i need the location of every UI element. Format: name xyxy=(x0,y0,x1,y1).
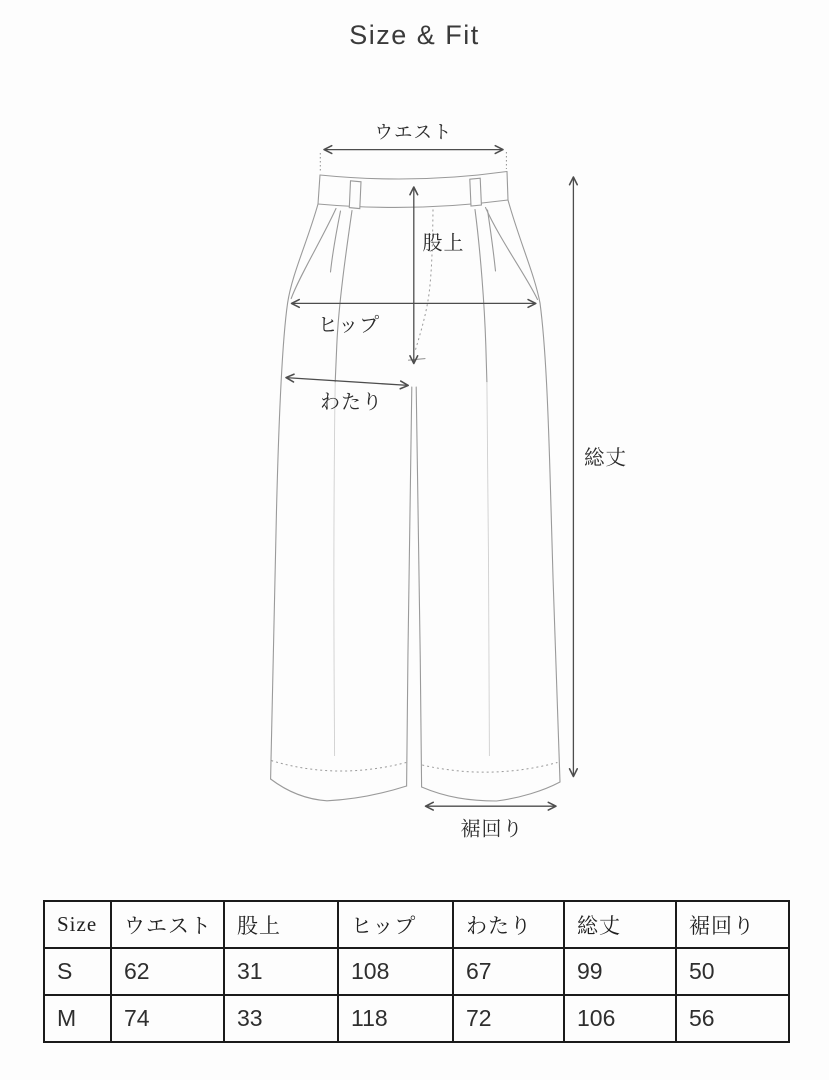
right-hem-bottom-edge xyxy=(422,782,560,801)
cell-s-size: S xyxy=(44,948,111,995)
cell-m-thigh: 72 xyxy=(453,995,564,1042)
cell-s-waist: 62 xyxy=(111,948,224,995)
cell-m-total-length: 106 xyxy=(564,995,676,1042)
fly-stitch-dotted xyxy=(415,210,433,353)
cell-s-hip: 108 xyxy=(338,948,453,995)
header-total-length: 総丈 xyxy=(564,901,676,948)
size-table-header-row xyxy=(44,901,789,948)
pants-outline xyxy=(271,172,560,802)
thigh-label: わたり xyxy=(320,391,383,414)
fly-bottom-tick xyxy=(409,359,426,361)
left-pocket-line xyxy=(291,209,336,299)
waistband-left-edge xyxy=(318,175,320,204)
cell-s-total-length: 99 xyxy=(564,948,676,995)
hem-label: 裾回り xyxy=(460,818,524,841)
cell-s-thigh: 67 xyxy=(453,948,564,995)
left-pleat-short-line xyxy=(331,211,341,272)
header-hip: ヒップ xyxy=(338,901,453,948)
cell-m-rise: 33 xyxy=(224,995,338,1042)
header-thigh: わたり xyxy=(453,901,564,948)
waistband-right-edge xyxy=(507,172,508,201)
rise-label: 股上 xyxy=(422,232,465,255)
left-inseam xyxy=(407,387,412,786)
left-hem-stitch-dotted xyxy=(271,761,406,772)
right-leg-crease xyxy=(487,382,490,756)
hip-label: ヒップ xyxy=(317,314,381,337)
left-pleat-line xyxy=(335,211,352,383)
size-table-row-m xyxy=(44,995,789,1042)
header-hem: 裾回り xyxy=(676,901,789,948)
measurement-labels xyxy=(318,124,627,841)
right-pleat-line xyxy=(475,210,487,383)
total-length-label: 総丈 xyxy=(584,447,627,470)
cell-m-hem: 56 xyxy=(676,995,789,1042)
right-side-seam xyxy=(508,200,560,782)
cell-s-hem: 50 xyxy=(676,948,789,995)
header-waist: ウエスト xyxy=(111,901,224,948)
header-size: Size xyxy=(44,901,111,948)
left-hem-bottom-edge xyxy=(271,779,407,801)
cell-m-size: M xyxy=(44,995,111,1042)
size-table xyxy=(43,900,790,1043)
cell-m-hip: 118 xyxy=(338,995,453,1042)
page-title: Size & Fit xyxy=(349,20,480,50)
right-belt-loop xyxy=(470,178,482,206)
left-leg-crease xyxy=(334,382,335,756)
left-belt-loop xyxy=(349,181,361,209)
right-inseam xyxy=(416,387,421,787)
thigh-arrow xyxy=(286,378,408,386)
right-hem-stitch-dotted xyxy=(422,763,557,773)
cell-m-waist: 74 xyxy=(111,995,224,1042)
size-table-row-s xyxy=(44,948,789,995)
header-rise: 股上 xyxy=(224,901,338,948)
cell-s-rise: 31 xyxy=(224,948,338,995)
waist-label: ウエスト xyxy=(374,123,453,144)
